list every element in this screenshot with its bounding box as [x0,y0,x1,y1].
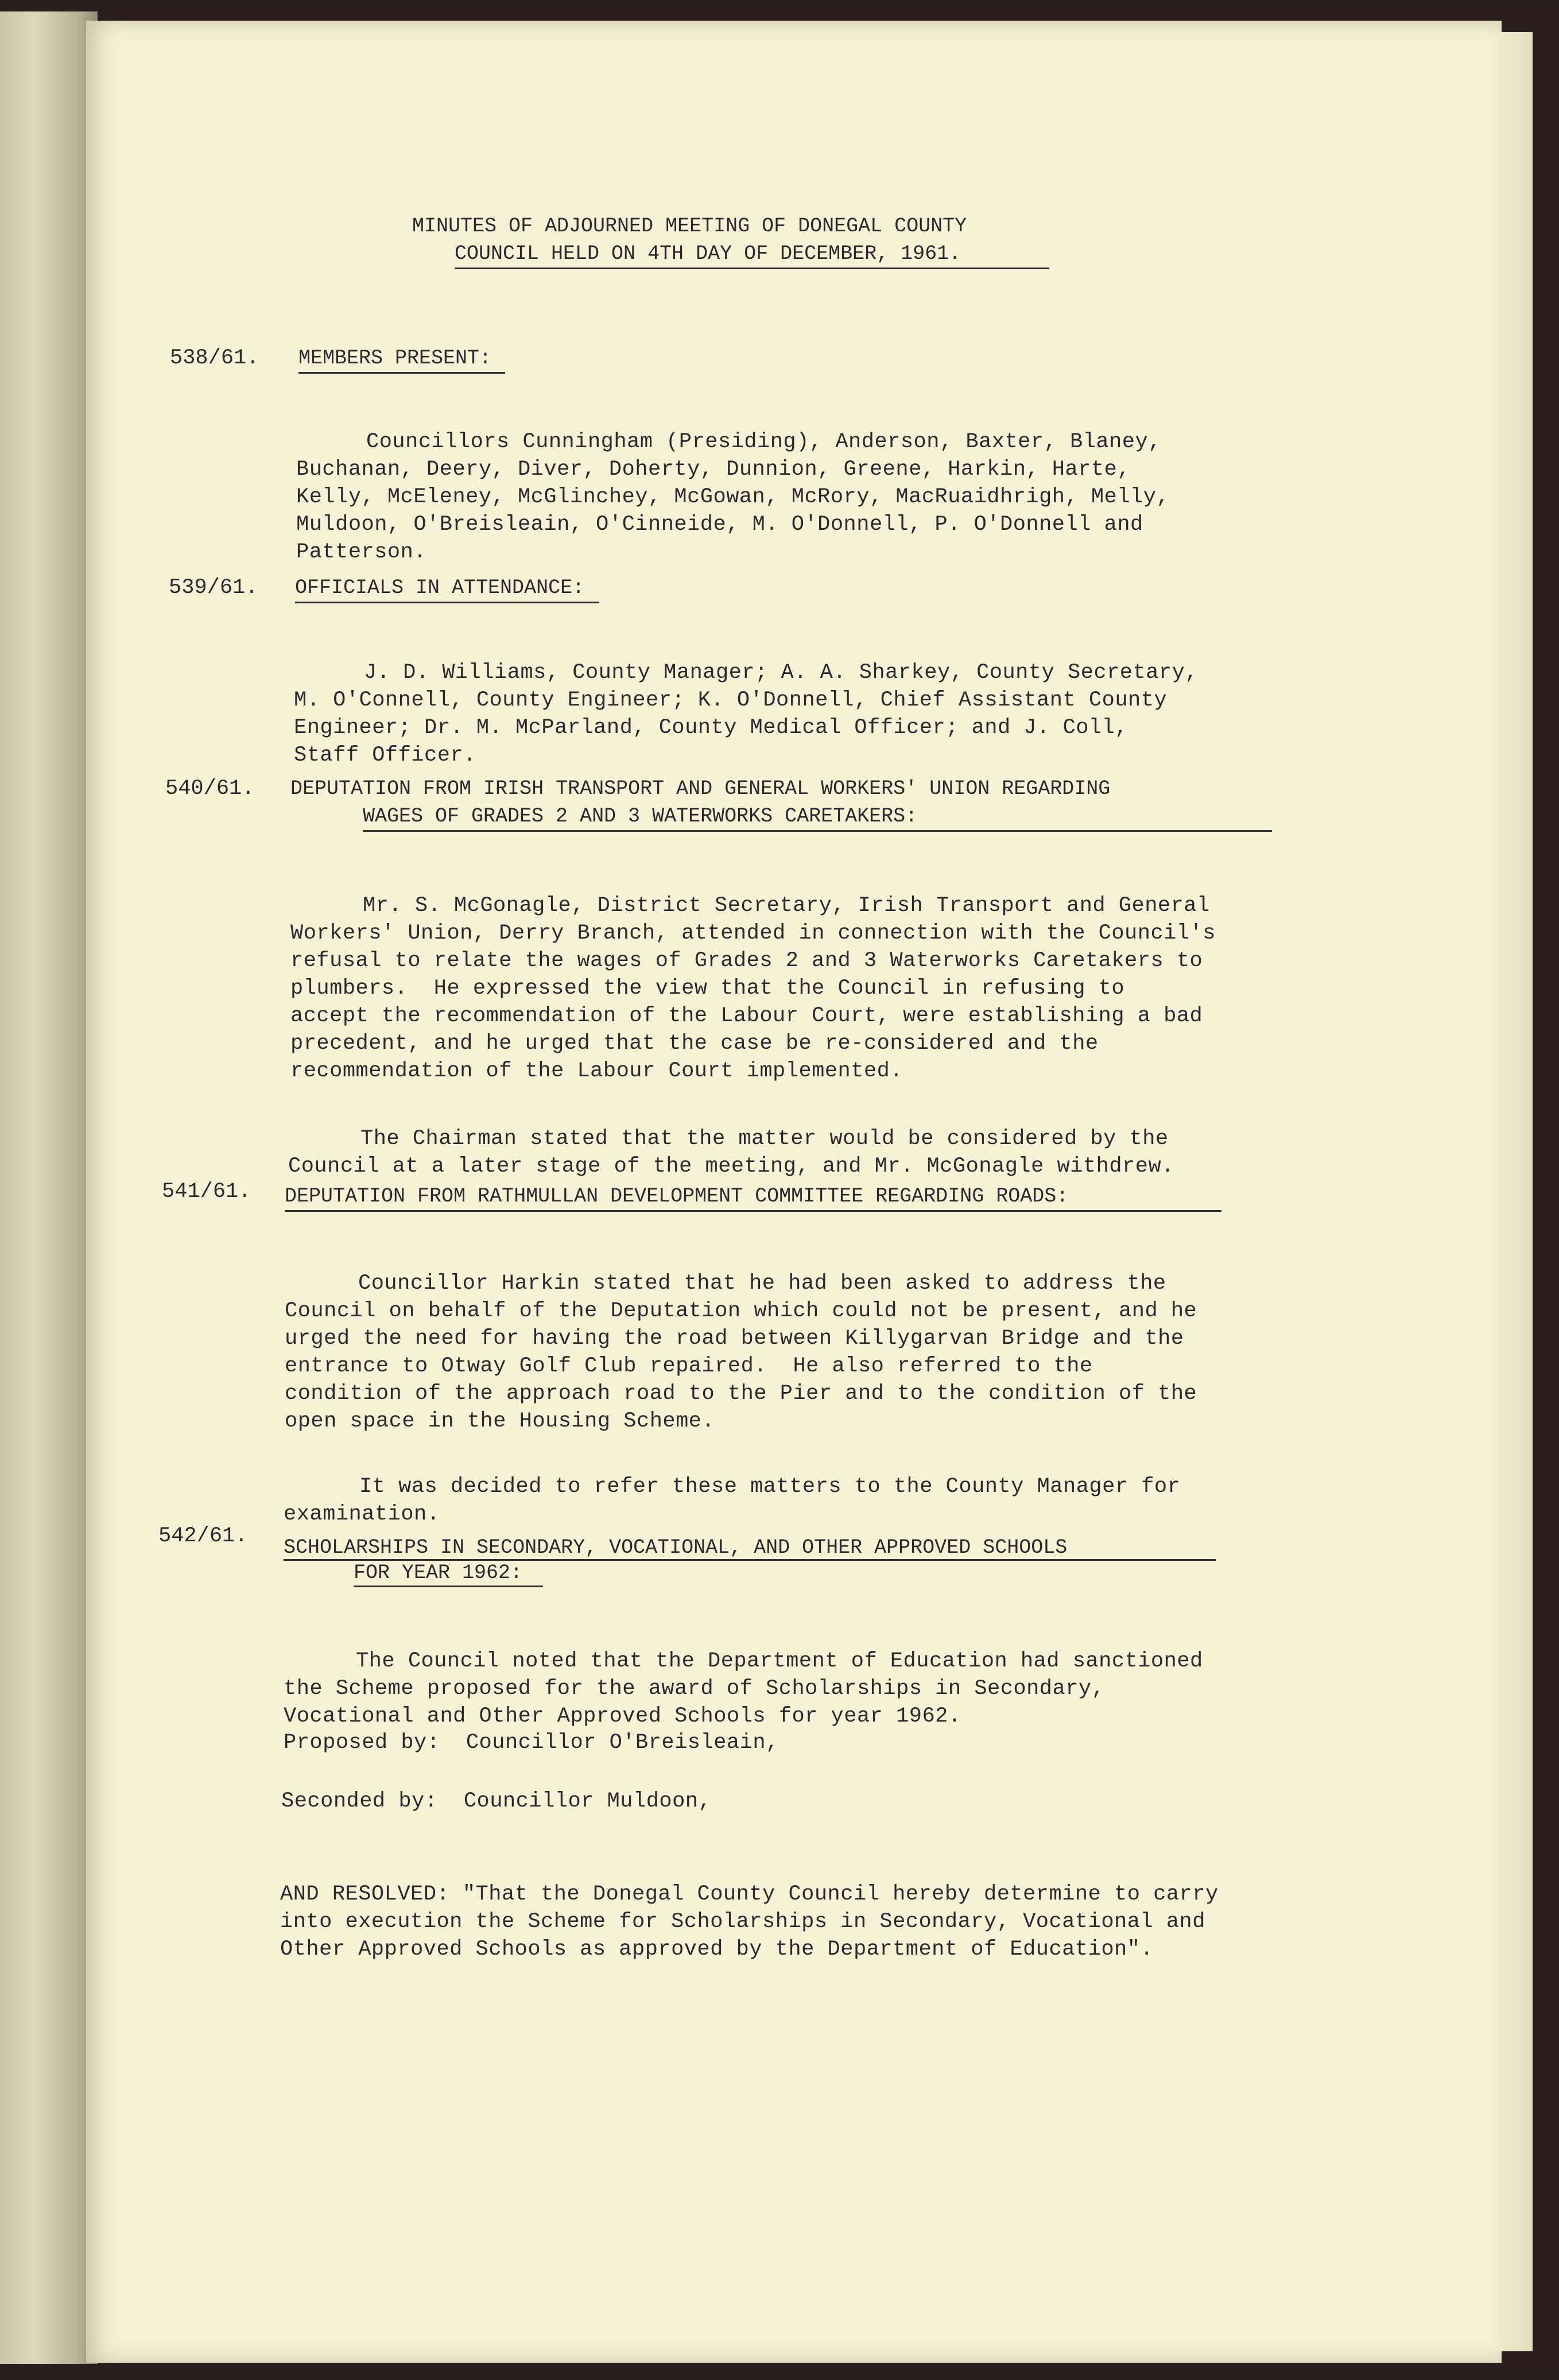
text-line: condition of the approach road to the Pier and to the condition of the [285,1382,1197,1406]
text-line: It was decided to refer these matters to the County Manager for [359,1475,1181,1499]
deputation-itgwu-heading-line-1: DEPUTATION FROM IRISH TRANSPORT AND GENERAL WORKERS' UNION REGARDING [290,777,1111,800]
members-present-heading: MEMBERS PRESENT: [298,347,492,370]
text-line: open space in the Housing Scheme. [285,1409,715,1433]
text-line: Buchanan, Deery, Diver, Doherty, Dunnion, Greene, Harkin, Harte, [296,458,1131,482]
rathmullan-paragraph-1 [285,1242,1197,1463]
rathmullan-underline [285,1210,1221,1212]
text-line: examination. [284,1502,440,1526]
text-line: plumbers. He expressed the view that the Council in refusing to [290,976,1125,1001]
text-line: J. D. Williams, County Manager; A. A. Sharkey, County Secretary, [364,661,1199,685]
minute-number-541: 541/61. [162,1180,251,1204]
text-line: Engineer; Dr. M. McParland, County Medical Officer; and J. Coll, [294,716,1128,740]
text-line: Kelly, McEleney, McGlinchey, McGowan, McRory, MacRuaidhrigh, Melly, [296,485,1170,509]
resolution-text [280,1853,1219,1991]
rathmullan-heading: DEPUTATION FROM RATHMULLAN DEVELOPMENT COMMITTEE REGARDING ROADS: [285,1185,1069,1208]
text-line: refusal to relate the wages of Grades 2 and 3 Waterworks Caretakers to [290,949,1203,973]
scholarships-underline-2 [354,1586,543,1587]
page-right-margin [1498,32,1533,2351]
officials-text [294,631,1198,797]
text-line: The Chairman stated that the matter would be considered by the [360,1127,1169,1151]
officials-underline [295,602,599,603]
document-title-line-2: COUNCIL HELD ON 4TH DAY OF DECEMBER, 1961. [455,242,961,265]
text-line: M. O'Connell, County Engineer; K. O'Donnell, Chief Assistant County [294,688,1168,712]
text-line: precedent, and he urged that the case be re-considered and the [290,1032,1099,1056]
scholarships-heading-line-1: SCHOLARSHIPS IN SECONDARY, VOCATIONAL, AND OTHER APPROVED SCHOOLS [284,1536,1068,1559]
minute-number-539: 539/61. [169,576,258,600]
document-title-line-1: MINUTES OF ADJOURNED MEETING OF DONEGAL COUNTY [412,215,967,238]
text-line: Workers' Union, Derry Branch, attended in connection with the Council's [290,921,1216,945]
text-line: Councillor Harkin stated that he had been asked to address the [358,1272,1166,1296]
text-line: the Scheme proposed for the award of Scholarships in Secondary, [284,1677,1105,1701]
text-line: entrance to Otway Golf Club repaired. He also referred to the [285,1354,1093,1378]
scholarships-heading-line-2: FOR YEAR 1962: [354,1561,523,1584]
text-line: accept the recommendation of the Labour Court, were establishing a bad [290,1004,1203,1028]
seconded-by-line: Seconded by: Councillor Muldoon, [281,1789,712,1813]
title-underline [455,268,1049,269]
scholarships-underline-1 [284,1559,1216,1561]
minute-number-538: 538/61. [170,346,259,370]
text-line: Council at a later stage of the meeting, and Mr. McGonagle withdrew. [288,1154,1174,1179]
text-line: Staff Officer. [294,743,476,768]
text-line: Patterson. [296,540,427,564]
minute-number-540: 540/61. [165,777,255,801]
deputation-itgwu-paragraph-1 [290,865,1216,1113]
text-line: Councillors Cunningham (Presiding), Anderson, Baxter, Blaney, [366,430,1161,454]
text-line: AND RESOLVED: "That the Donegal County Council hereby determine to carry [280,1882,1219,1906]
officials-heading: OFFICIALS IN ATTENDANCE: [295,576,585,599]
deputation-itgwu-underline [363,830,1272,832]
text-line: Other Approved Schools as approved by the Department of Education". [280,1937,1154,1962]
text-line: recommendation of the Labour Court implemented. [290,1059,903,1083]
text-line: urged the need for having the road between Killygarvan Bridge and the [285,1327,1184,1351]
scan-top-edge [0,0,1559,14]
minute-number-542: 542/61. [158,1524,248,1548]
text-line: Vocational and Other Approved Schools for year 1962. [284,1704,961,1728]
facing-page-edge [0,11,98,2365]
deputation-itgwu-heading-line-2: WAGES OF GRADES 2 AND 3 WATERWORKS CARETAKERS: [363,805,918,828]
text-line: into execution the Scheme for Scholarships in Secondary, Vocational and [280,1910,1205,1934]
members-present-underline [298,372,505,374]
text-line: Muldoon, O'Breisleain, O'Cinneide, M. O'Donnell, P. O'Donnell and [296,513,1143,537]
text-line: Council on behalf of the Deputation which could not be present, and he [285,1299,1197,1323]
proposed-by-line: Proposed by: Councillor O'Breisleain, [284,1731,779,1755]
members-present-text [296,401,1169,594]
text-line: Mr. S. McGonagle, District Secretary, Irish Transport and General [363,894,1210,918]
text-line: The Council noted that the Department of Education had sanctioned [356,1649,1203,1673]
scan-bottom-edge [0,2364,1559,2380]
